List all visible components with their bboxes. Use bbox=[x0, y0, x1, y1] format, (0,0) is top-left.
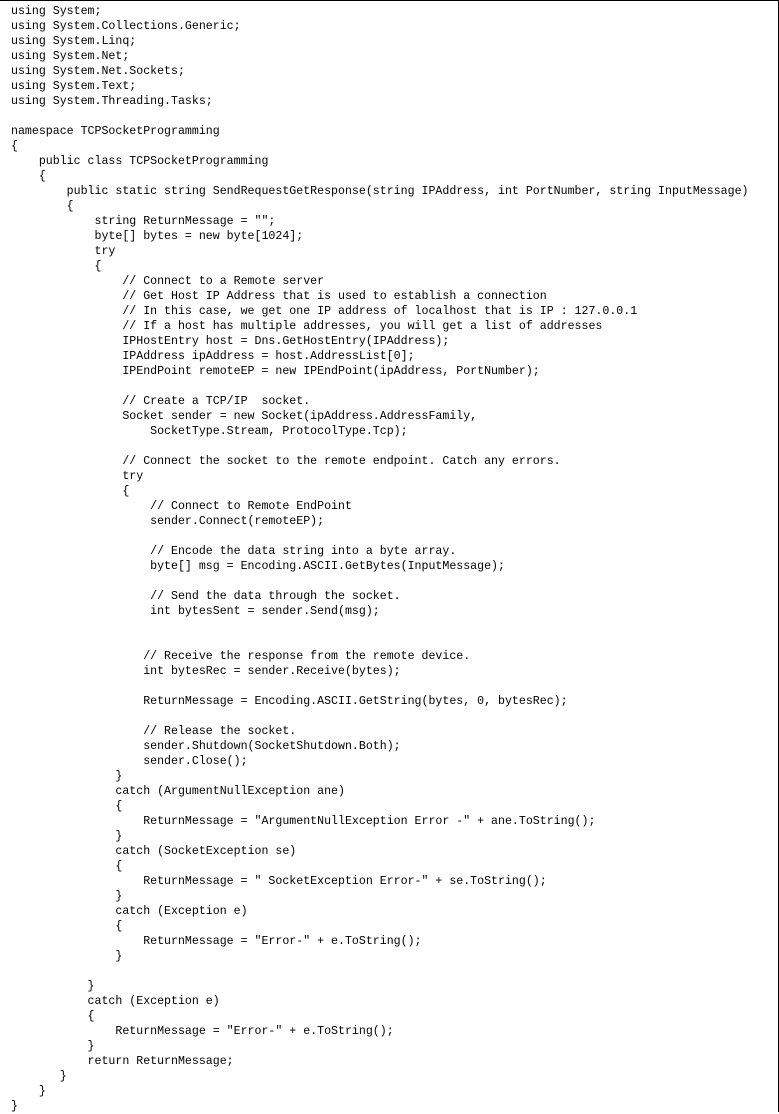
code-line: catch (Exception e) bbox=[11, 995, 220, 1008]
code-line bbox=[11, 529, 777, 544]
code-line: using System; bbox=[11, 5, 102, 18]
code-line: } bbox=[11, 1100, 18, 1113]
code-line: } bbox=[11, 890, 123, 903]
code-line: catch (SocketException se) bbox=[11, 845, 297, 858]
code-line: IPEndPoint remoteEP = new IPEndPoint(ipAddress, PortNumber); bbox=[11, 365, 540, 378]
code-block bbox=[11, 4, 777, 1114]
code-line: } bbox=[11, 830, 123, 843]
code-line: int bytesRec = sender.Receive(bytes); bbox=[11, 665, 401, 678]
code-line: using System.Text; bbox=[11, 80, 137, 93]
code-line: { bbox=[11, 800, 123, 813]
code-line: byte[] bytes = new byte[1024]; bbox=[11, 230, 304, 243]
code-line: { bbox=[11, 170, 46, 183]
code-line: { bbox=[11, 1010, 95, 1023]
code-line: sender.Close(); bbox=[11, 755, 248, 768]
code-line: ReturnMessage = "Error-" + e.ToString(); bbox=[11, 935, 422, 948]
code-line: catch (Exception e) bbox=[11, 905, 248, 918]
code-line bbox=[11, 379, 777, 394]
code-line: try bbox=[11, 245, 116, 258]
code-line: { bbox=[11, 140, 18, 153]
code-line: public static string SendRequestGetResponse(string IPAddress, int PortNumber, string InputMessage) bbox=[11, 185, 749, 198]
code-line: } bbox=[11, 1070, 67, 1083]
code-line: return ReturnMessage; bbox=[11, 1055, 234, 1068]
code-line bbox=[11, 709, 777, 724]
code-line: catch (ArgumentNullException ane) bbox=[11, 785, 345, 798]
code-line: // Get Host IP Address that is used to establish a connection bbox=[11, 290, 547, 303]
code-line: // Send the data through the socket. bbox=[11, 590, 401, 603]
code-line bbox=[11, 619, 777, 634]
code-line: } bbox=[11, 1085, 46, 1098]
code-line: byte[] msg = Encoding.ASCII.GetBytes(InputMessage); bbox=[11, 560, 505, 573]
code-line: { bbox=[11, 260, 102, 273]
code-line bbox=[11, 679, 777, 694]
code-line: // Connect the socket to the remote endpoint. Catch any errors. bbox=[11, 455, 561, 468]
code-line: // Release the socket. bbox=[11, 725, 297, 738]
code-line bbox=[11, 574, 777, 589]
code-line: namespace TCPSocketProgramming bbox=[11, 125, 220, 138]
code-line: try bbox=[11, 470, 144, 483]
code-line: sender.Shutdown(SocketShutdown.Both); bbox=[11, 740, 401, 753]
code-line: using System.Net; bbox=[11, 50, 130, 63]
code-line: IPHostEntry host = Dns.GetHostEntry(IPAddress); bbox=[11, 335, 450, 348]
code-line bbox=[11, 109, 777, 124]
code-line bbox=[11, 439, 777, 454]
code-line: } bbox=[11, 770, 123, 783]
code-line: // In this case, we get one IP address of localhost that is IP : 127.0.0.1 bbox=[11, 305, 638, 318]
code-line: using System.Threading.Tasks; bbox=[11, 95, 213, 108]
code-line: using System.Linq; bbox=[11, 35, 137, 48]
code-line: // Connect to a Remote server bbox=[11, 275, 325, 288]
code-line: sender.Connect(remoteEP); bbox=[11, 515, 325, 528]
code-line: } bbox=[11, 980, 95, 993]
code-line: // Connect to Remote EndPoint bbox=[11, 500, 352, 513]
code-line: using System.Collections.Generic; bbox=[11, 20, 241, 33]
code-line: } bbox=[11, 950, 123, 963]
code-line: Socket sender = new Socket(ipAddress.AddressFamily, bbox=[11, 410, 478, 423]
code-line: } bbox=[11, 1040, 95, 1053]
code-line bbox=[11, 964, 777, 979]
code-line: ReturnMessage = Encoding.ASCII.GetString(bytes, 0, bytesRec); bbox=[11, 695, 568, 708]
code-line: SocketType.Stream, ProtocolType.Tcp); bbox=[11, 425, 408, 438]
code-line: // Receive the response from the remote device. bbox=[11, 650, 471, 663]
code-line bbox=[11, 634, 777, 649]
code-line: { bbox=[11, 200, 74, 213]
code-line: IPAddress ipAddress = host.AddressList[0]; bbox=[11, 350, 415, 363]
code-line: ReturnMessage = "Error-" + e.ToString(); bbox=[11, 1025, 394, 1038]
code-line: { bbox=[11, 860, 123, 873]
code-line: public class TCPSocketProgramming bbox=[11, 155, 269, 168]
code-line: ReturnMessage = " SocketException Error-" + se.ToString(); bbox=[11, 875, 547, 888]
code-line: // If a host has multiple addresses, you will get a list of addresses bbox=[11, 320, 603, 333]
code-line: ReturnMessage = "ArgumentNullException Error -" + ane.ToString(); bbox=[11, 815, 596, 828]
code-line: int bytesSent = sender.Send(msg); bbox=[11, 605, 380, 618]
code-line: string ReturnMessage = ""; bbox=[11, 215, 276, 228]
code-line: // Encode the data string into a byte array. bbox=[11, 545, 457, 558]
code-line: // Create a TCP/IP socket. bbox=[11, 395, 311, 408]
code-line: { bbox=[11, 485, 130, 498]
code-line: { bbox=[11, 920, 123, 933]
code-line: using System.Net.Sockets; bbox=[11, 65, 185, 78]
